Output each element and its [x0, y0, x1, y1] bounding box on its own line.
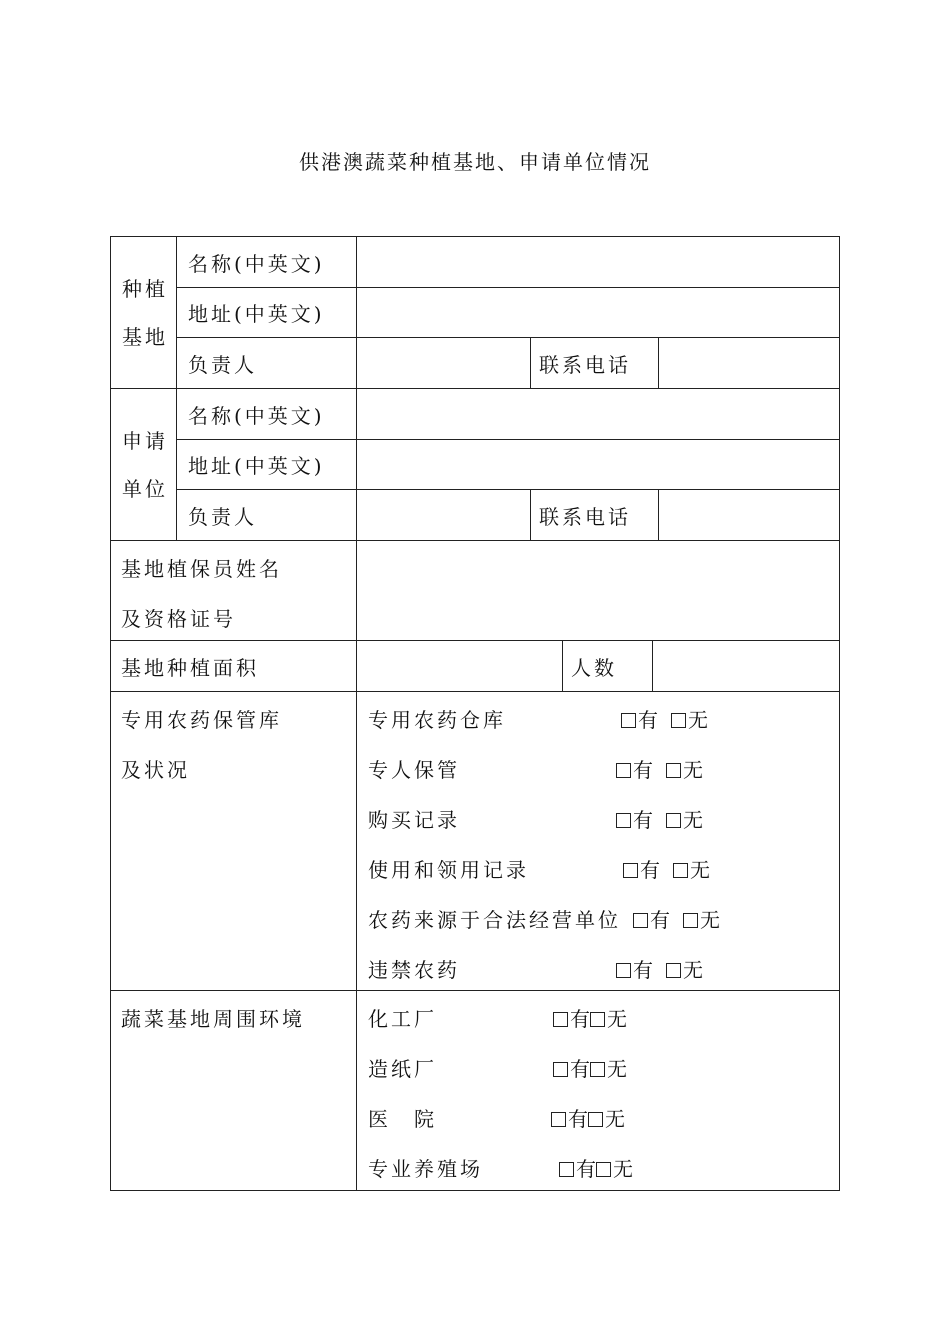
pesticide-item-options: [616, 804, 704, 833]
pesticide-item-label: 农药来源于合法经营单位: [368, 908, 621, 932]
pesticide-item-options: [633, 904, 721, 933]
applicant-name-field[interactable]: [356, 388, 840, 440]
environment-item-label: 化工厂: [368, 1007, 437, 1031]
checkbox-no[interactable]: [590, 1062, 605, 1077]
environment-item-options: [553, 1003, 627, 1032]
environment-label: 蔬菜基地周围环境: [121, 1007, 305, 1031]
option-no-label: 无: [605, 1107, 625, 1131]
option-no-label: 无: [613, 1157, 633, 1181]
checkbox-no[interactable]: [683, 913, 698, 928]
option-yes-label: 有: [650, 908, 671, 932]
option-no-label: 无: [683, 958, 704, 982]
checkbox-yes[interactable]: [623, 863, 638, 878]
checkbox-no[interactable]: [666, 963, 681, 978]
planting-base-name-label: 名称(中英文): [176, 236, 357, 288]
pesticide-item-label: 购买记录: [368, 808, 460, 832]
planting-base-label-line2: 基地: [122, 324, 168, 349]
pesticide-item-options: [616, 754, 704, 783]
planting-base-address-label: 地址(中英文): [176, 287, 357, 338]
environment-item-label: 专业养殖场: [368, 1157, 483, 1181]
planting-base-person-field[interactable]: [356, 337, 531, 389]
checkbox-yes[interactable]: [616, 813, 631, 828]
option-no-label: 无: [700, 908, 721, 932]
planting-area-label: 基地种植面积: [110, 640, 357, 692]
checkbox-no[interactable]: [666, 763, 681, 778]
plant-protection-label: [110, 540, 357, 641]
planting-base-label-line1: 种植: [122, 276, 168, 301]
option-no-label: 无: [683, 758, 704, 782]
planting-base-person-label: 负责人: [176, 337, 357, 389]
option-yes-label: 有: [568, 1107, 588, 1131]
people-count-label: 人数: [562, 640, 653, 692]
planting-base-group-label: [110, 236, 177, 389]
environment-item-options: [551, 1103, 625, 1132]
checkbox-no[interactable]: [588, 1112, 603, 1127]
option-no-label: 无: [683, 808, 704, 832]
people-count-field[interactable]: [652, 640, 840, 692]
option-no-label: 无: [607, 1007, 627, 1031]
applicant-name-label: 名称(中英文): [176, 388, 357, 440]
option-yes-label: 有: [633, 808, 654, 832]
option-no-label: 无: [690, 858, 711, 882]
checkbox-no[interactable]: [596, 1162, 611, 1177]
checkbox-yes[interactable]: [616, 763, 631, 778]
checkbox-no[interactable]: [673, 863, 688, 878]
environment-item-options: [553, 1053, 627, 1082]
pesticide-item-options: [616, 954, 704, 983]
checkbox-yes[interactable]: [621, 713, 636, 728]
applicant-label-line1: 申请: [122, 428, 168, 453]
option-yes-label: 有: [570, 1057, 590, 1081]
applicant-label-line2: 单位: [122, 476, 168, 501]
pesticide-item-options: [623, 854, 711, 883]
pesticide-storage-details: [356, 691, 840, 991]
option-yes-label: 有: [633, 758, 654, 782]
planting-base-address-field[interactable]: [356, 287, 840, 338]
environment-label-cell: [110, 990, 357, 1191]
checkbox-yes[interactable]: [559, 1162, 574, 1177]
pesticide-item-options: [621, 704, 709, 733]
checkbox-yes[interactable]: [553, 1012, 568, 1027]
planting-area-field[interactable]: [356, 640, 563, 692]
applicant-person-field[interactable]: [356, 489, 531, 541]
plant-protection-label-line1: 基地植保员姓名: [121, 557, 282, 581]
applicant-person-label: 负责人: [176, 489, 357, 541]
applicant-phone-field[interactable]: [658, 489, 840, 541]
option-yes-label: 有: [640, 858, 661, 882]
applicant-address-field[interactable]: [356, 439, 840, 490]
pesticide-item-label: 违禁农药: [368, 958, 460, 982]
applicant-phone-label: 联系电话: [530, 489, 659, 541]
planting-base-name-field[interactable]: [356, 236, 840, 288]
option-no-label: 无: [607, 1057, 627, 1081]
environment-item-label: 造纸厂: [368, 1057, 437, 1081]
option-no-label: 无: [688, 708, 709, 732]
planting-base-phone-label: 联系电话: [530, 337, 659, 389]
checkbox-no[interactable]: [666, 813, 681, 828]
option-yes-label: 有: [570, 1007, 590, 1031]
pesticide-label-line2: 及状况: [121, 758, 190, 782]
environment-item-options: [559, 1153, 633, 1182]
applicant-group-label: [110, 388, 177, 541]
pesticide-storage-label: [110, 691, 357, 991]
option-yes-label: 有: [576, 1157, 596, 1181]
pesticide-label-line1: 专用农药保管库: [121, 708, 282, 732]
checkbox-no[interactable]: [590, 1012, 605, 1027]
checkbox-yes[interactable]: [633, 913, 648, 928]
option-yes-label: 有: [633, 958, 654, 982]
checkbox-yes[interactable]: [553, 1062, 568, 1077]
environment-details: [356, 990, 840, 1191]
plant-protection-label-line2: 及资格证号: [121, 607, 236, 631]
pesticide-item-label: 专人保管: [368, 758, 460, 782]
checkbox-yes[interactable]: [616, 963, 631, 978]
checkbox-yes[interactable]: [551, 1112, 566, 1127]
applicant-address-label: 地址(中英文): [176, 439, 357, 490]
option-yes-label: 有: [638, 708, 659, 732]
environment-item-label: 医 院: [368, 1107, 437, 1131]
page-title: 供港澳蔬菜种植基地、申请单位情况: [299, 150, 651, 174]
pesticide-item-label: 专用农药仓库: [368, 708, 506, 732]
checkbox-no[interactable]: [671, 713, 686, 728]
planting-base-phone-field[interactable]: [658, 337, 840, 389]
plant-protection-field[interactable]: [356, 540, 840, 641]
pesticide-item-label: 使用和领用记录: [368, 858, 529, 882]
